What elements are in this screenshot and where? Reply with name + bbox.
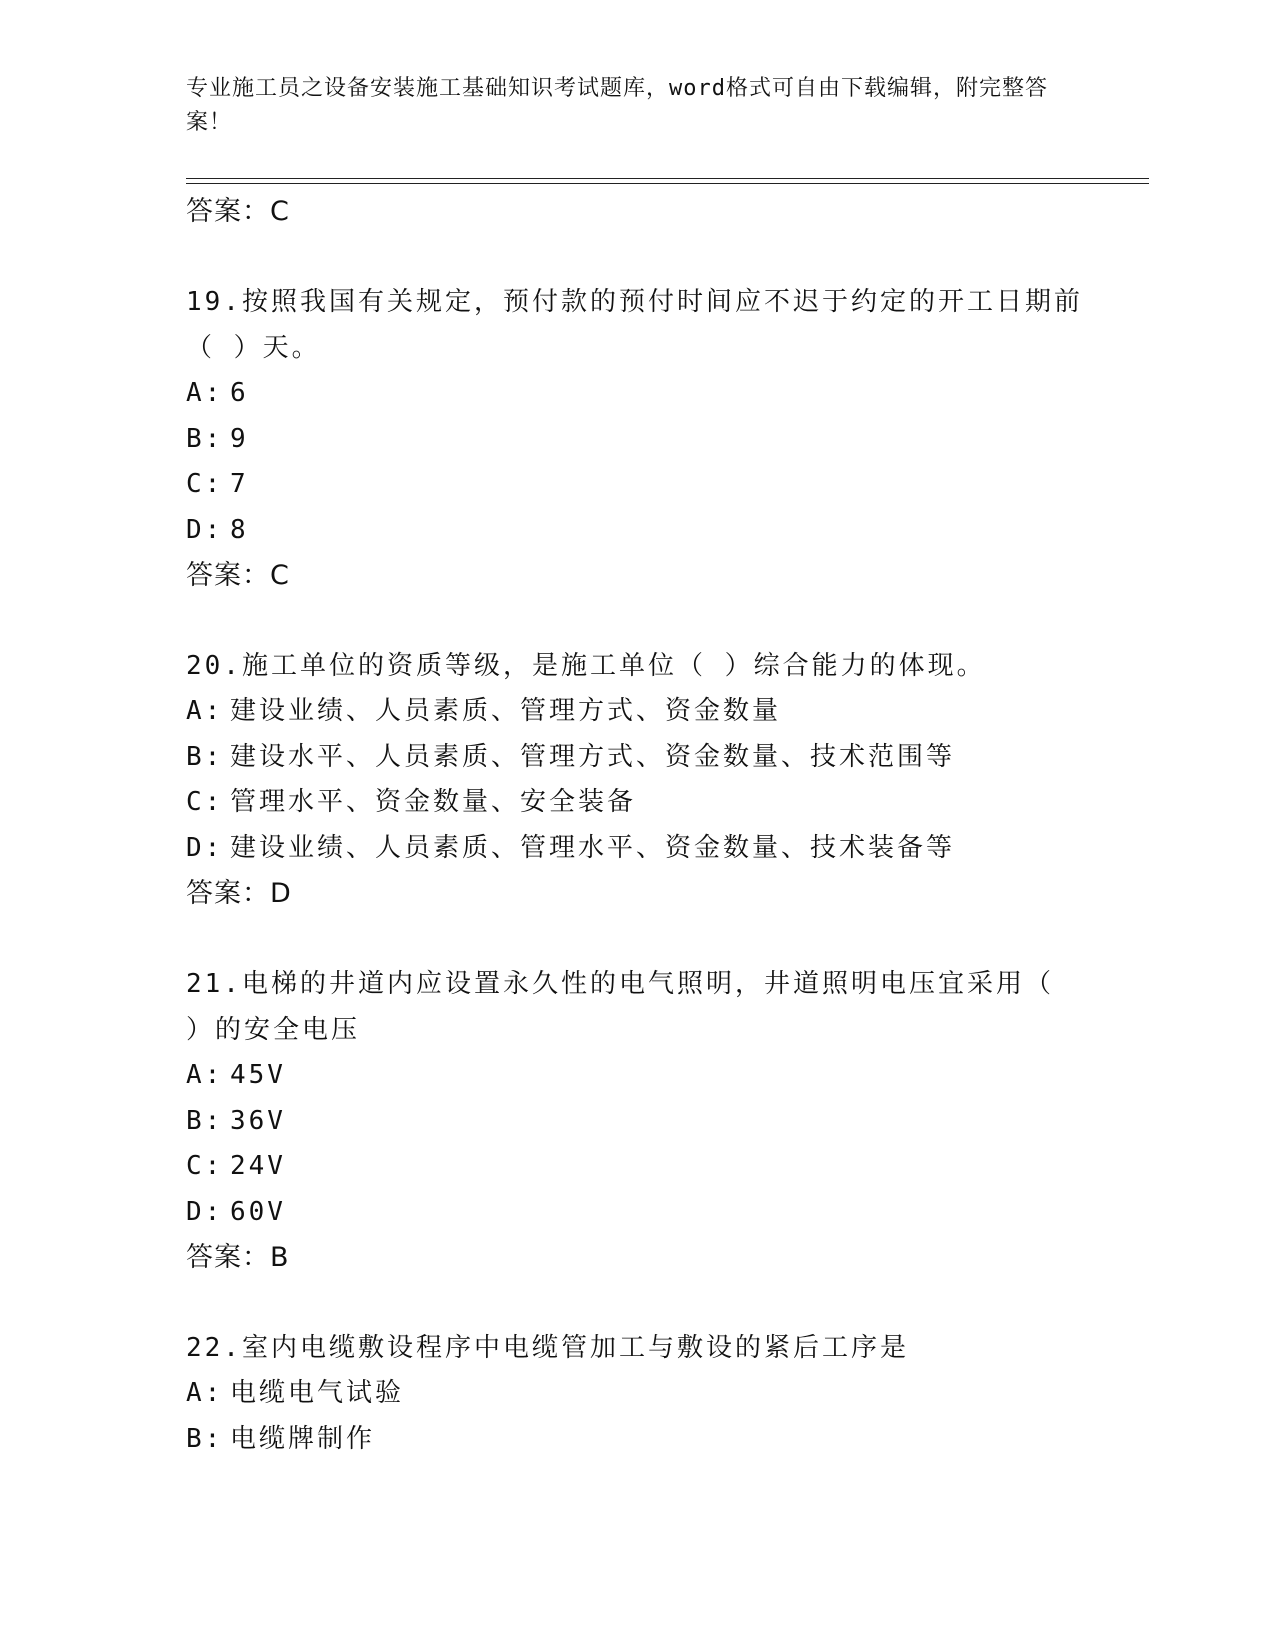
question-20 — [186, 643, 1106, 917]
option-a — [186, 371, 1106, 417]
question-stem-line: 21.电梯的井道内应设置永久性的电气照明，井道照明电压宜采用（ — [186, 969, 1054, 999]
option-label: C: — [186, 1151, 224, 1181]
option-text: 6 — [230, 378, 249, 408]
option-text: 8 — [230, 514, 249, 545]
option-label: A: — [186, 1378, 224, 1408]
option-a — [186, 1371, 1106, 1417]
option-text: 建设水平、人员素质、管理方式、资金数量、技术范围等 — [230, 741, 956, 772]
previous-answer: 答案：C — [186, 196, 290, 227]
option-c — [186, 1144, 1106, 1190]
option-a — [186, 689, 1106, 735]
question-21 — [186, 961, 1106, 1281]
option-d — [186, 508, 1106, 554]
option-text: 36V — [230, 1105, 286, 1136]
option-text: 9 — [230, 423, 249, 454]
option-text: 60V — [230, 1196, 286, 1227]
question-stem-line: 22.室内电缆敷设程序中电缆管加工与敷设的紧后工序是 — [186, 1333, 909, 1363]
option-d — [186, 1190, 1106, 1236]
option-a — [186, 1053, 1106, 1099]
question-stem-line: ）的安全电压 — [186, 1015, 361, 1045]
answer: 答案：B — [186, 1242, 290, 1273]
answer: 答案：D — [186, 878, 292, 909]
answer: 答案：C — [186, 560, 290, 591]
option-label: C: — [186, 469, 224, 499]
option-label: B: — [186, 1105, 224, 1136]
option-b — [186, 1417, 1106, 1463]
option-c — [186, 780, 1106, 826]
option-label: C: — [186, 787, 224, 817]
option-text: 管理水平、资金数量、安全装备 — [230, 787, 637, 817]
document-header: 专业施工员之设备安装施工基础知识考试题库，word格式可自由下载编辑，附完整答案！ — [186, 76, 1048, 135]
question-stem-line: 19.按照我国有关规定，预付款的预付时间应不迟于约定的开工日期前 — [186, 287, 1083, 317]
option-b — [186, 735, 1106, 781]
option-text: 建设业绩、人员素质、管理方式、资金数量 — [230, 696, 782, 726]
option-text: 电缆电气试验 — [230, 1378, 405, 1408]
question-stem-line: 20.施工单位的资质等级，是施工单位（ ）综合能力的体现。 — [186, 651, 986, 681]
option-b — [186, 417, 1106, 463]
option-label: A: — [186, 696, 224, 726]
option-label: D: — [186, 514, 224, 545]
option-c — [186, 462, 1106, 508]
option-label: A: — [186, 1060, 224, 1090]
header-divider-bottom — [186, 183, 1149, 184]
option-label: B: — [186, 741, 224, 772]
question-stem-line: （ ）天。 — [186, 333, 321, 363]
header-divider-top — [186, 178, 1149, 179]
option-text: 24V — [230, 1151, 286, 1181]
option-label: B: — [186, 423, 224, 454]
option-label: D: — [186, 1196, 224, 1227]
option-label: D: — [186, 832, 224, 863]
question-19 — [186, 279, 1106, 599]
option-text: 电缆牌制作 — [230, 1423, 376, 1454]
option-label: A: — [186, 378, 224, 408]
option-label: B: — [186, 1423, 224, 1454]
question-22 — [186, 1325, 1106, 1462]
option-d — [186, 826, 1106, 872]
option-text: 7 — [230, 469, 249, 499]
question-list — [186, 189, 1106, 1462]
option-text: 建设业绩、人员素质、管理水平、资金数量、技术装备等 — [230, 832, 956, 863]
option-b — [186, 1099, 1106, 1145]
option-text: 45V — [230, 1060, 286, 1090]
